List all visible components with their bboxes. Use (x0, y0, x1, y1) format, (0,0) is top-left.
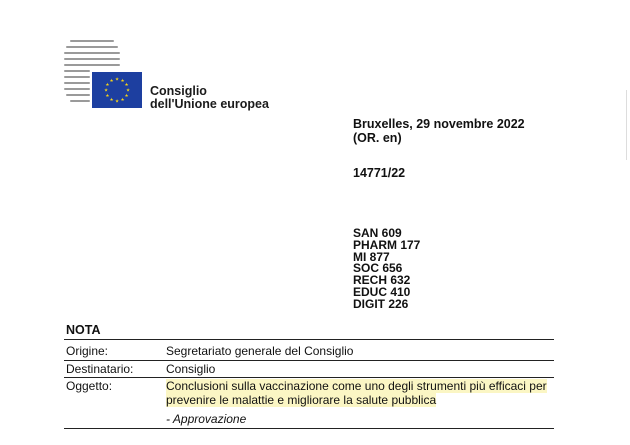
eu-star-icon: ★ (120, 78, 125, 84)
code-item: PHARM 177 (353, 237, 421, 252)
eu-flag-icon (92, 72, 142, 108)
nota-title: NOTA (66, 323, 101, 337)
nota-bottom-rule (64, 428, 554, 429)
original-language: (OR. en) (353, 131, 402, 145)
document-number: 14771/22 (353, 166, 406, 180)
origin-label: Origine: (66, 344, 109, 358)
code-item: DIGIT 226 (353, 296, 409, 311)
code-item: SOC 656 (353, 261, 403, 276)
row-rule (64, 377, 554, 378)
eu-star-icon: ★ (109, 78, 114, 84)
recipient-value: Consiglio (166, 362, 216, 376)
recipient-label: Destinatario: (66, 362, 134, 376)
code-item: MI 877 (353, 249, 390, 264)
nota-top-rule (64, 339, 554, 340)
code-item: RECH 632 (353, 273, 411, 288)
subject-line2: prevenire le malattie e migliorare la salute pubblica (166, 393, 437, 407)
subject-value (166, 379, 556, 426)
place-date: Bruxelles, 29 novembre 2022 (353, 117, 525, 131)
subject-label: Oggetto: (66, 379, 113, 393)
code-item: EDUC 410 (353, 284, 411, 299)
organisation-name-line1: Consiglio (150, 84, 207, 98)
organisation-name (150, 85, 269, 111)
eu-star-icon: ★ (103, 87, 109, 93)
eu-star-icon: ★ (120, 97, 125, 103)
subject-approval: - Approvazione (166, 412, 247, 426)
code-item: SAN 609 (353, 226, 402, 240)
eu-star-icon: ★ (124, 93, 129, 99)
scan-edge (626, 90, 627, 160)
subject-line1: Conclusioni sulla vaccinazione come uno degli strumenti più efficaci per (166, 379, 547, 393)
eu-stars-icon (92, 72, 142, 108)
eu-star-icon: ★ (105, 93, 110, 99)
eu-star-icon: ★ (125, 87, 131, 93)
eu-star-icon: ★ (109, 97, 114, 103)
eu-star-icon: ★ (114, 98, 120, 104)
organisation-name-line2: dell'Unione europea (150, 97, 269, 111)
classification-codes (353, 228, 420, 311)
eu-star-icon: ★ (124, 82, 129, 88)
eu-star-icon: ★ (105, 82, 110, 88)
origin-value: Segretariato generale del Consiglio (166, 344, 354, 358)
row-rule (64, 360, 554, 361)
eu-star-icon: ★ (114, 76, 120, 82)
